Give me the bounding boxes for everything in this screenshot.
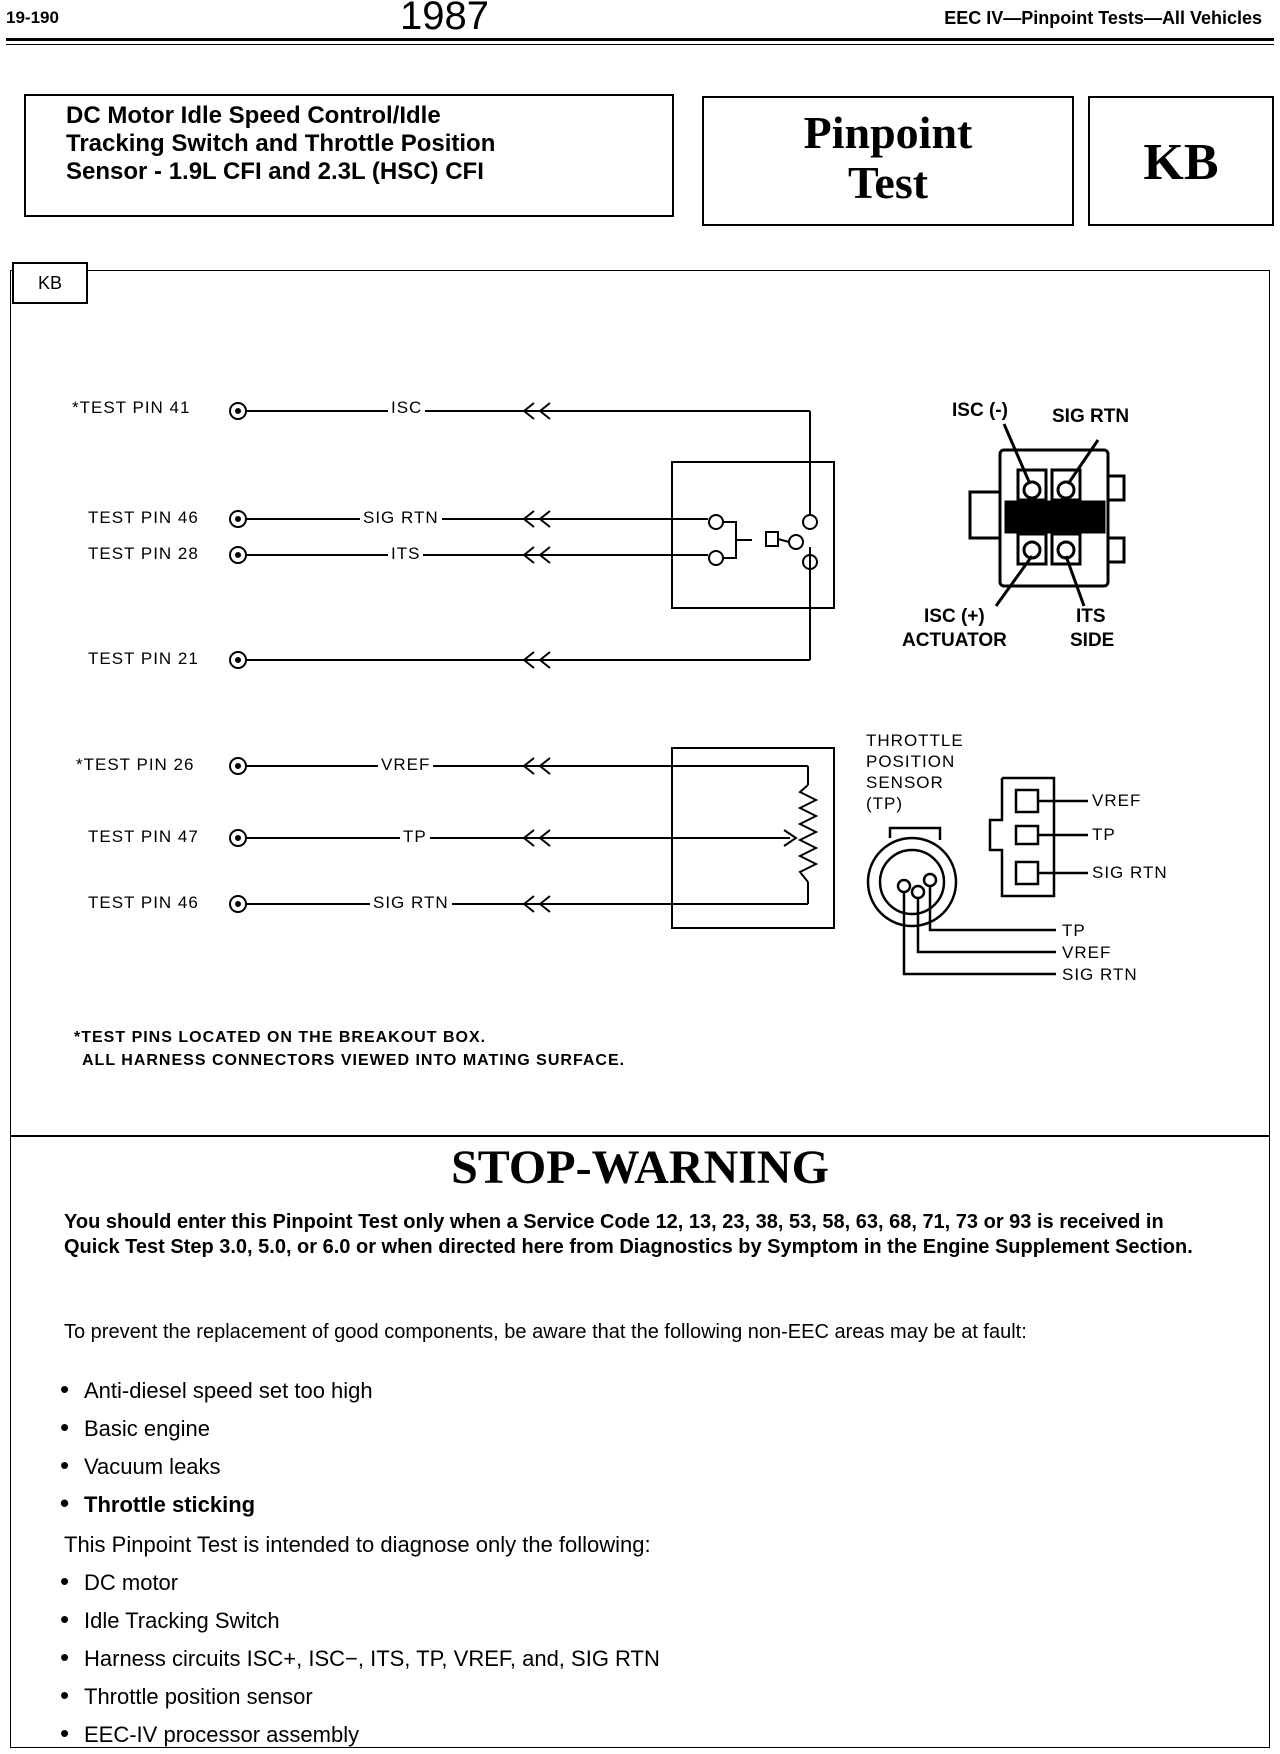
side-label: SIDE	[1070, 630, 1115, 651]
test-code-box: KB	[1088, 96, 1274, 226]
diagnose-item-list	[60, 1562, 660, 1752]
tps-bottom-label: VREF	[1062, 943, 1112, 962]
diagnose-intro-text: This Pinpoint Test is intended to diagnose only the following:	[64, 1532, 651, 1557]
list-item: • Anti-diesel speed set too high	[60, 1370, 373, 1408]
actuator-label: ACTUATOR	[902, 630, 1007, 651]
list-item: • Vacuum leaks	[60, 1446, 373, 1484]
isc-plus-label: ISC (+)	[924, 606, 985, 627]
diagram-tab: KB	[12, 262, 88, 304]
list-item: • Idle Tracking Switch	[60, 1600, 660, 1638]
wire-label-vref: VREF	[378, 755, 433, 775]
list-item: • Throttle sticking	[60, 1484, 373, 1522]
tps-side-label: TP	[1092, 825, 1116, 844]
sig-rtn-label: SIG RTN	[1052, 406, 1130, 427]
wire-label-its: ITS	[388, 544, 423, 564]
isc-connector-drawing	[970, 424, 1124, 606]
page-number: 19-190	[6, 8, 59, 27]
title-line: DC Motor Idle Speed Control/Idle	[66, 102, 441, 129]
wire-label-tp: TP	[400, 827, 430, 847]
pin-label: TEST PIN 21	[88, 649, 199, 668]
tps-title-line: (TP)	[866, 794, 904, 813]
fault-area-list	[60, 1370, 373, 1522]
entry-condition-text: You should enter this Pinpoint Test only when a Service Code 12, 13, 23, 38, 53, 58, 63, 68, 71, 73 or 93 is received in Quick Test Step 3.0, 5.0, or 6.0 or when directed here from Diagnostics by Symptom in the Engine Supplement Section.	[64, 1211, 1193, 1258]
list-item: • EEC-IV processor assembly	[60, 1714, 660, 1752]
tps-title-line: POSITION	[866, 752, 956, 771]
title-line: Sensor - 1.9L CFI and 2.3L (HSC) CFI	[66, 158, 484, 185]
its-label: ITS	[1076, 606, 1106, 627]
tps-bottom-label: TP	[1062, 921, 1086, 940]
section-title: EEC IV—Pinpoint Tests—All Vehicles	[944, 8, 1262, 28]
pinpoint-line: Test	[847, 157, 929, 208]
diagram-note: ALL HARNESS CONNECTORS VIEWED INTO MATING SURFACE.	[82, 1052, 626, 1069]
list-item: • DC motor	[60, 1562, 660, 1600]
wire-label-isc: ISC	[388, 398, 425, 418]
pin-label: TEST PIN 46	[88, 508, 199, 527]
diagram-note: *TEST PINS LOCATED ON THE BREAKOUT BOX.	[74, 1029, 487, 1046]
tps-bottom-label: SIG RTN	[1062, 965, 1138, 984]
pin-label: TEST PIN 46	[88, 893, 199, 912]
pin-label: TEST PIN 28	[88, 544, 199, 563]
wire-label-sig-rtn: SIG RTN	[360, 508, 442, 528]
tps-side-label: SIG RTN	[1092, 863, 1168, 882]
pinpoint-line: Pinpoint	[803, 107, 973, 158]
stop-warning-title: STOP-WARNING	[451, 1141, 829, 1194]
pin-label: *TEST PIN 26	[76, 755, 195, 774]
pin-label: TEST PIN 47	[88, 827, 199, 846]
list-item: • Throttle position sensor	[60, 1676, 660, 1714]
year-label: 1987	[400, 0, 489, 38]
title-line: Tracking Switch and Throttle Position	[66, 130, 496, 157]
fault-intro-text: To prevent the replacement of good components, be aware that the following non-EEC areas may be at fault:	[64, 1321, 1027, 1343]
wire-label-sig-rtn: SIG RTN	[370, 893, 452, 913]
list-item: • Basic engine	[60, 1408, 373, 1446]
isc-minus-label: ISC (-)	[952, 400, 1008, 421]
list-item: • Harness circuits ISC+, ISC−, ITS, TP, VREF, and, SIG RTN	[60, 1638, 660, 1676]
connector-symbols	[524, 403, 550, 912]
test-pin-terminals	[230, 403, 246, 912]
tps-title	[866, 730, 964, 814]
pin-label: *TEST PIN 41	[72, 398, 191, 417]
tps-side-label: VREF	[1092, 791, 1142, 810]
tps-title-line: THROTTLE	[866, 731, 964, 750]
tps-title-line: SENSOR	[866, 773, 944, 792]
